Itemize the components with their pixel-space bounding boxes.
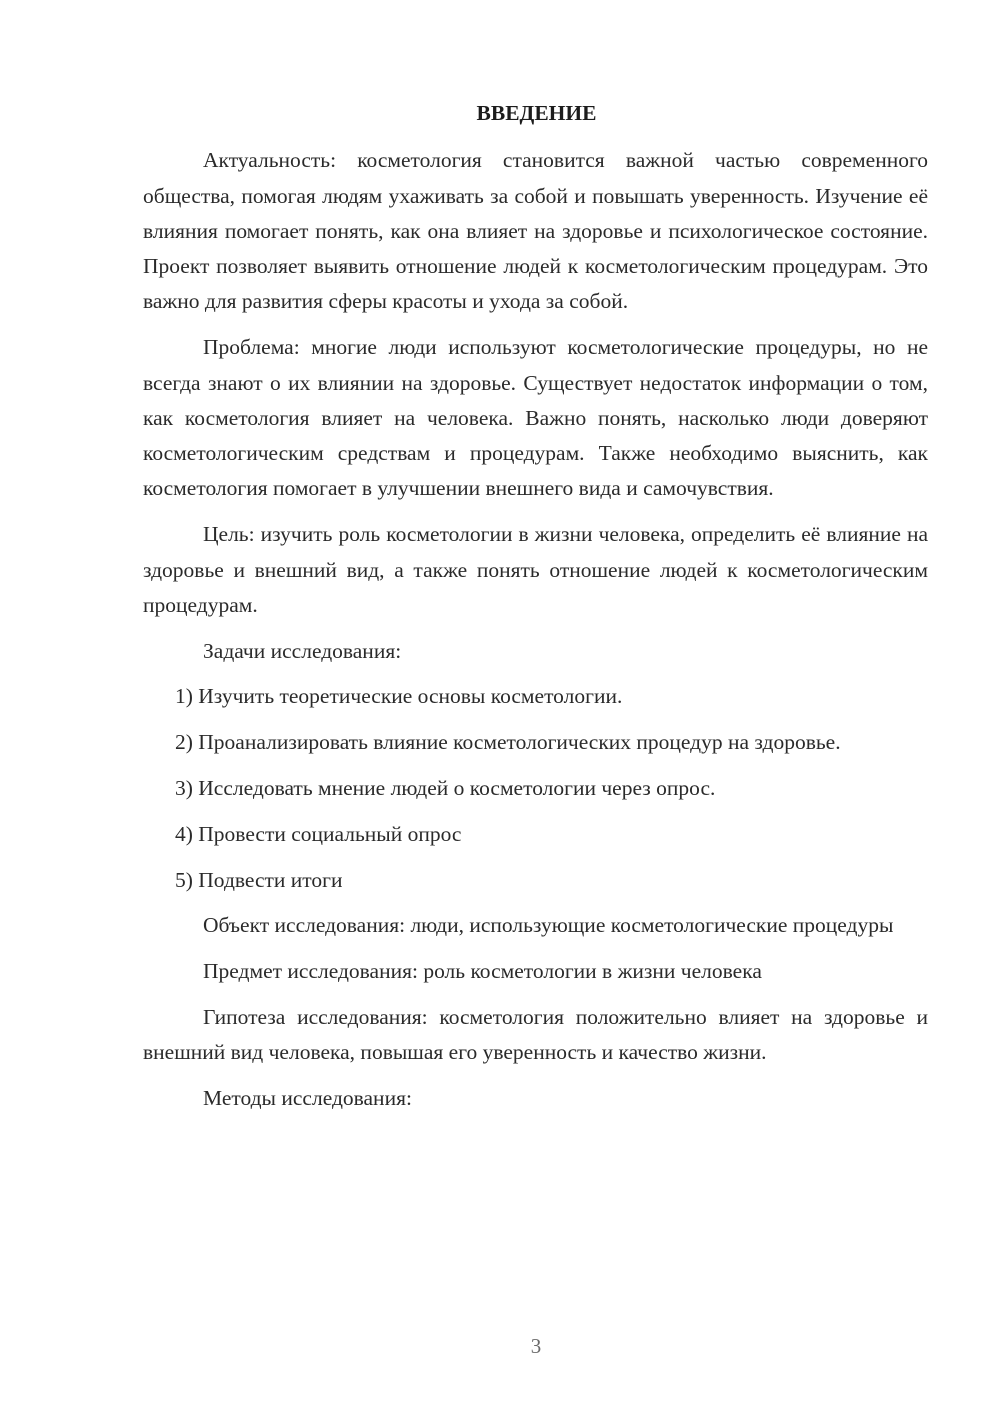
page-number: 3	[530, 1334, 542, 1358]
task-item-1: 1) Изучить теоретические основы косметологии.	[175, 684, 623, 709]
page-content	[143, 96, 928, 1127]
problem-paragraph: Проблема: многие люди используют косметологические процедуры, но не всегда знают о их влиянии на здоровье. Существует недостаток информации о том, как косметология влияет на человека. Важно понять, насколько люди доверяют косметологическим средствам и процедурам. Также необходимо выяснить, как косметология помогает в улучшении внешнего вида и самочувствия.	[143, 335, 928, 501]
goal-paragraph: Цель: изучить роль косметологии в жизни человека, определить её влияние на здоровье и внешний вид, а также понять отношение людей к косметологическим процедурам.	[143, 522, 928, 617]
subject-paragraph: Предмет исследования: роль косметологии в жизни человека	[203, 959, 762, 984]
hypothesis-paragraph: Гипотеза исследования: косметология положительно влияет на здоровье и внешний вид человека, повышая его уверенность и качество жизни.	[143, 1005, 928, 1065]
task-item-2: 2) Проанализировать влияние косметологических процедур на здоровье.	[175, 730, 841, 755]
relevance-paragraph: Актуальность: косметология становится важной частью современного общества, помогая людям ухаживать за собой и повышать уверенность. Изучение её влияния помогает понять, как она влияет на здоровье и психологическое состояние. Проект позволяет выявить отношение людей к косметологическим процедурам. Это важно для развития сферы красоты и ухода за собой.	[143, 148, 928, 314]
page-title: ВВЕДЕНИЕ	[476, 101, 597, 125]
task-item-5: 5) Подвести итоги	[175, 867, 343, 892]
task-item-3: 3) Исследовать мнение людей о косметологии через опрос.	[175, 776, 716, 801]
methods-heading: Методы исследования:	[203, 1086, 412, 1111]
task-item-4: 4) Провести социальный опрос	[175, 821, 462, 846]
tasks-heading: Задачи исследования:	[203, 638, 402, 663]
object-paragraph: Объект исследования: люди, использующие косметологические процедуры	[203, 913, 894, 938]
